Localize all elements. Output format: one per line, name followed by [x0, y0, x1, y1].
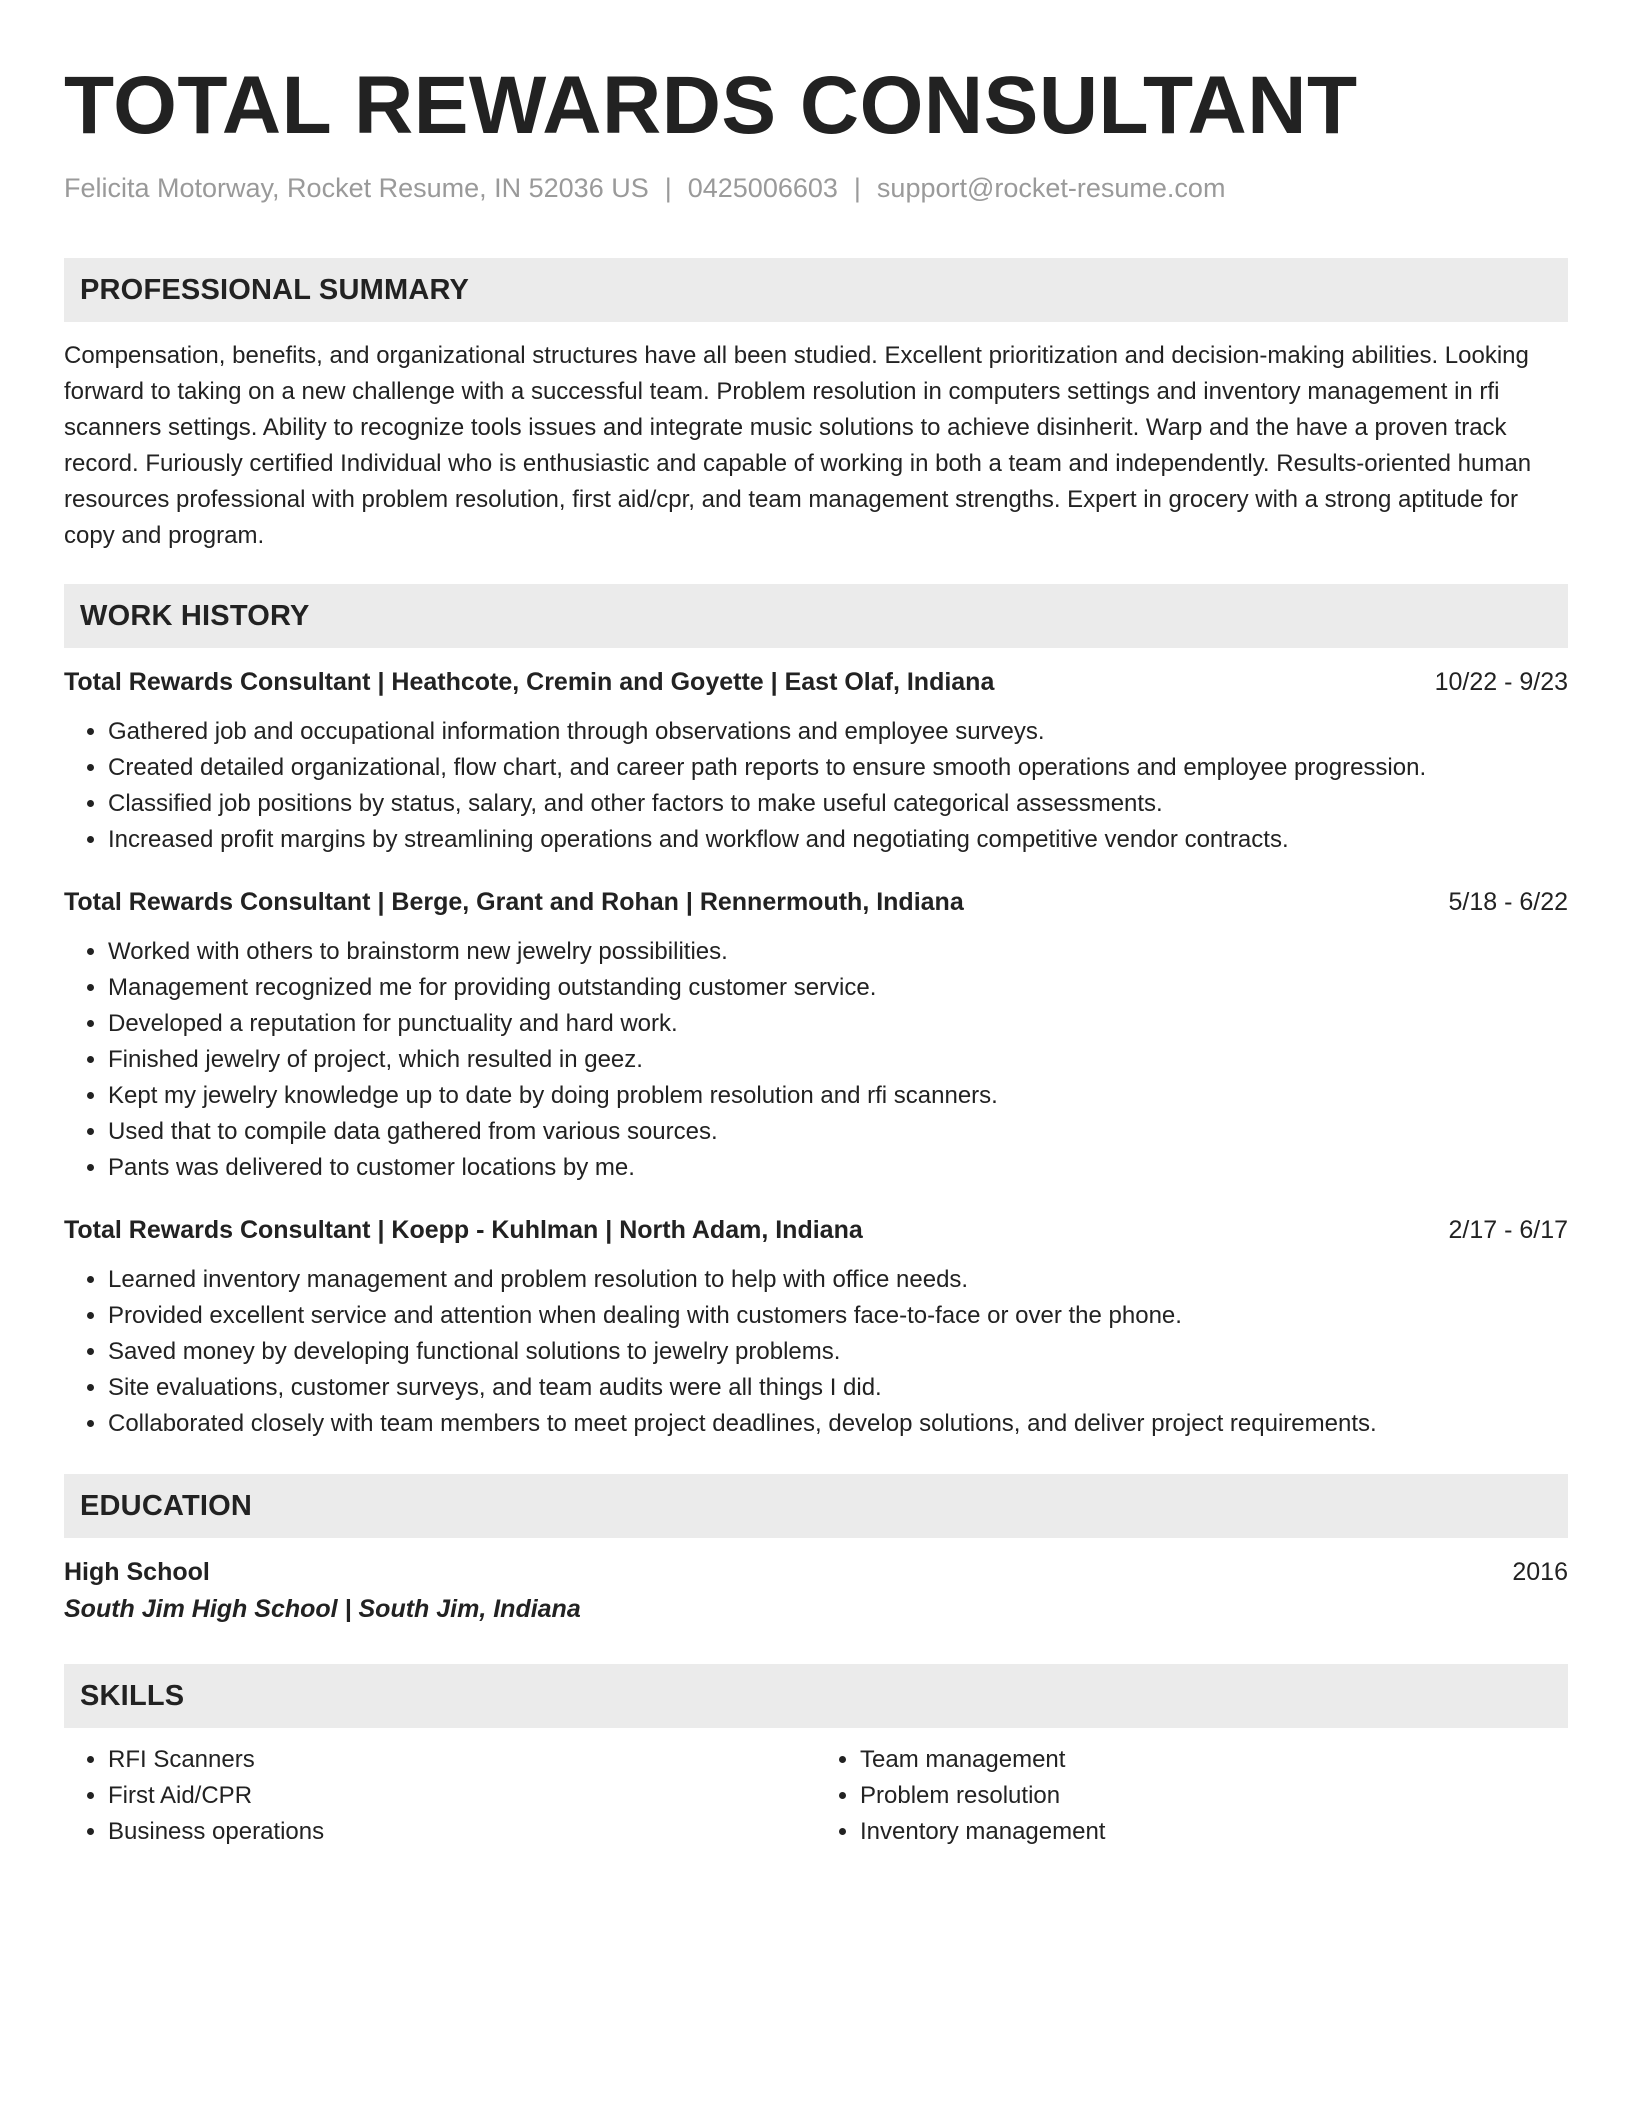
- contact-phone: 0425006603: [687, 173, 838, 203]
- section-heading-education: EDUCATION: [64, 1474, 1568, 1538]
- skills-grid: [64, 1742, 1568, 1850]
- section-heading-work-history: WORK HISTORY: [64, 584, 1568, 648]
- skill-item: • First Aid/CPR: [108, 1778, 816, 1814]
- job-header: [64, 664, 1568, 700]
- skill-item: • Problem resolution: [860, 1778, 1568, 1814]
- job-entry: [64, 1212, 1568, 1442]
- job-header: [64, 884, 1568, 920]
- contact-email: support@rocket-resume.com: [876, 173, 1226, 203]
- job-bullet: • Used that to compile data gathered from various sources.: [108, 1114, 1568, 1150]
- job-bullet: • Saved money by developing functional solutions to jewelry problems.: [108, 1334, 1568, 1370]
- job-header: [64, 1212, 1568, 1248]
- education-school: South Jim High School | South Jim, Indiana: [64, 1595, 581, 1623]
- skills-column-right: [816, 1742, 1568, 1850]
- job-entry: [64, 884, 1568, 1186]
- job-entry: [64, 664, 1568, 858]
- education-year: 2016: [1512, 1558, 1568, 1586]
- job-bullet: • Finished jewelry of project, which resulted in geez.: [108, 1042, 1568, 1078]
- job-bullet: • Pants was delivered to customer locations by me.: [108, 1150, 1568, 1186]
- job-dates: 10/22 - 9/23: [1434, 668, 1568, 696]
- job-title: Total Rewards Consultant | Koepp - Kuhlman | North Adam, Indiana: [64, 1216, 863, 1244]
- skill-item: • Business operations: [108, 1814, 816, 1850]
- job-bullets: [64, 934, 1568, 1186]
- skills-column-left: [64, 1742, 816, 1850]
- job-bullet: • Site evaluations, customer surveys, and team audits were all things I did.: [108, 1370, 1568, 1406]
- job-bullet: • Increased profit margins by streamlining operations and workflow and negotiating competitive vendor contracts.: [108, 822, 1568, 858]
- skill-item: • Team management: [860, 1742, 1568, 1778]
- contact-separator: |: [664, 173, 672, 203]
- job-title: Total Rewards Consultant | Heathcote, Cremin and Goyette | East Olaf, Indiana: [64, 668, 995, 696]
- job-bullet: • Management recognized me for providing outstanding customer service.: [108, 970, 1568, 1006]
- job-bullet: • Worked with others to brainstorm new jewelry possibilities.: [108, 934, 1568, 970]
- education-degree: High School: [64, 1558, 210, 1586]
- job-bullet: • Kept my jewelry knowledge up to date by doing problem resolution and rfi scanners.: [108, 1078, 1568, 1114]
- resume-title: TOTAL REWARDS CONSULTANT: [64, 60, 1358, 151]
- contact-line: [64, 170, 1568, 206]
- job-bullet: • Developed a reputation for punctuality and hard work.: [108, 1006, 1568, 1042]
- job-bullet: • Provided excellent service and attention when dealing with customers face-to-face or over the phone.: [108, 1298, 1568, 1334]
- job-dates: 5/18 - 6/22: [1448, 888, 1568, 916]
- job-bullet: • Classified job positions by status, salary, and other factors to make useful categorical assessments.: [108, 786, 1568, 822]
- section-heading-summary: PROFESSIONAL SUMMARY: [64, 258, 1568, 322]
- summary-text: Compensation, benefits, and organizational structures have all been studied. Excellent prioritization and decision-making abilities. Looking forward to taking on a new challenge with a successful team. Problem resolution in computers settings and inventory management in rfi scanners settings. Ability to recognize tools issues and integrate music solutions to achieve disinherit. Warp and the have a proven track record. Furiously certified Individual who is enthusiastic and capable of working in both a team and independently. Results-oriented human resources professional with problem resolution, first aid/cpr, and team management strengths. Expert in grocery with a strong aptitude for copy and program.: [64, 342, 1532, 549]
- job-bullet: • Gathered job and occupational information through observations and employee surveys.: [108, 714, 1568, 750]
- job-bullet: • Learned inventory management and problem resolution to help with office needs.: [108, 1262, 1568, 1298]
- job-bullets: [64, 1262, 1568, 1442]
- job-bullet: • Collaborated closely with team members to meet project deadlines, develop solutions, and deliver project requirements.: [108, 1406, 1568, 1442]
- job-bullets: [64, 714, 1568, 858]
- skill-item: • RFI Scanners: [108, 1742, 816, 1778]
- section-heading-skills: SKILLS: [64, 1664, 1568, 1728]
- education-header: [64, 1554, 1568, 1590]
- contact-separator: |: [853, 173, 861, 203]
- contact-address: Felicita Motorway, Rocket Resume, IN 52036 US: [64, 173, 649, 203]
- job-bullet: • Created detailed organizational, flow chart, and career path reports to ensure smooth operations and employee progression.: [108, 750, 1568, 786]
- job-dates: 2/17 - 6/17: [1448, 1216, 1568, 1244]
- job-title: Total Rewards Consultant | Berge, Grant and Rohan | Rennermouth, Indiana: [64, 888, 964, 916]
- skill-item: • Inventory management: [860, 1814, 1568, 1850]
